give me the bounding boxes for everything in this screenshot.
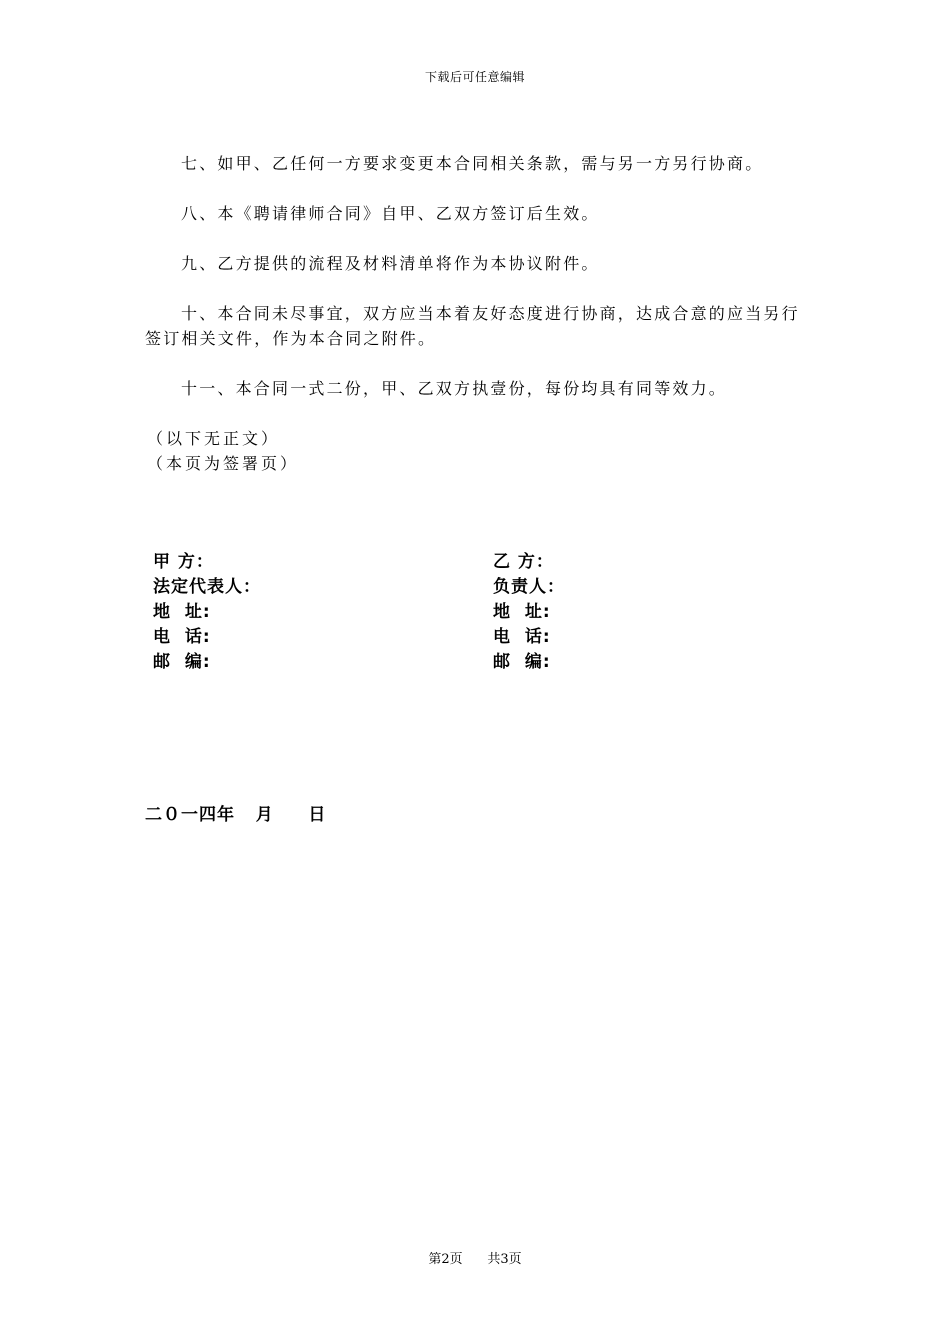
party-b-representative-label: 负责人： [493,577,565,597]
no-further-text-note: （以下无正文） [147,429,281,448]
party-a-address-label: 地 址: [153,602,211,622]
party-b-postcode-label: 邮 编: [493,652,551,672]
party-b-phone-label: 电 话: [493,627,551,647]
signature-page-note: （本页为签署页） [147,454,300,473]
party-a-phone-label: 电 话: [153,627,211,647]
party-a-signature-block [153,550,261,675]
party-b-address-label: 地 址: [493,602,551,622]
party-a-name-label: 甲 方： [153,552,214,572]
party-b-signature-block [493,550,565,675]
page-footer: 第2页 共3页 [428,1252,522,1267]
party-b-name-label: 乙 方： [493,552,554,572]
signing-date-line: 二０一四年 月 日 [145,805,327,825]
party-a-representative-label: 法定代表人： [153,577,261,597]
clause-7: 七、如甲、乙任何一方要求变更本合同相关条款，需与另一方另行协商。 [181,154,764,173]
page-header: 下载后可任意编辑 [424,70,525,84]
clause-10: 十、本合同未尽事宜，双方应当本着友好态度进行协商，达成合意的应当另行签订相关文件，作为本合同之附件。 [145,304,800,348]
clause-11: 十一、本合同一式二份，甲、乙双方执壹份，每份均具有同等效力。 [181,379,728,398]
clause-9: 九、乙方提供的流程及材料清单将作为本协议附件。 [181,254,600,273]
clause-8: 八、本《聘请律师合同》自甲、乙双方签订后生效。 [181,204,600,223]
party-a-postcode-label: 邮 编: [153,652,211,672]
